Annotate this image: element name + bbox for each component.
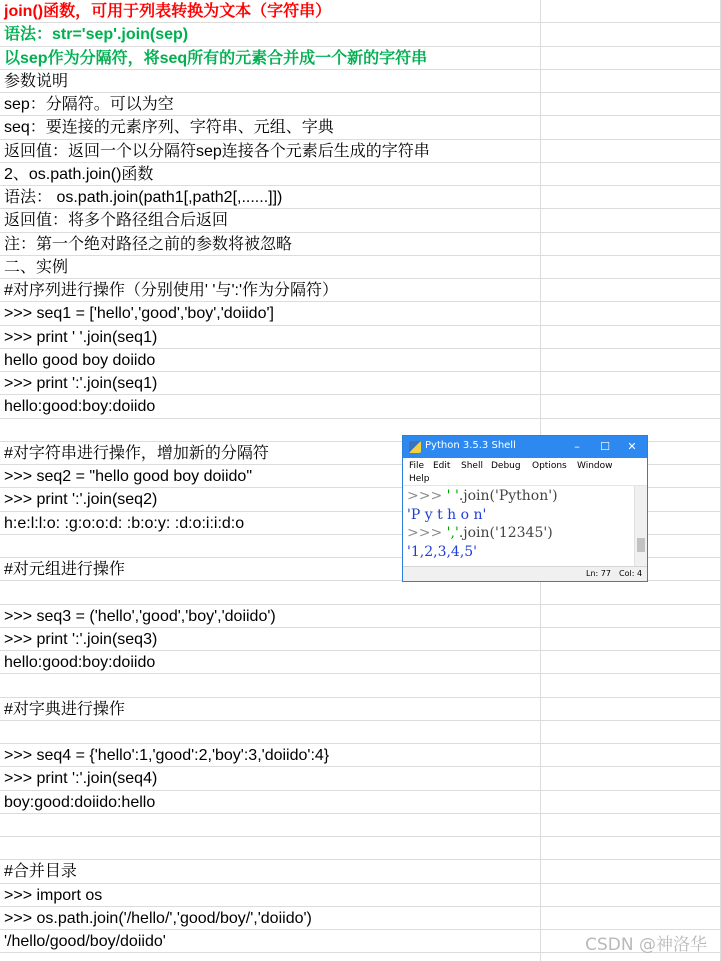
menu-help[interactable]: Help: [409, 474, 430, 484]
cell-text: seq：要连接的元素序列、字符串、元组、字典: [4, 119, 334, 137]
sheet-row[interactable]: [0, 233, 721, 256]
line-indicator: Ln: 77: [586, 569, 611, 578]
sheet-row[interactable]: [0, 395, 721, 418]
cell-text: 注：第一个绝对路径之前的参数将被忽略: [4, 235, 293, 253]
code-line: >>> ' '.join('Python'): [407, 488, 558, 504]
sheet-row[interactable]: [0, 0, 721, 23]
sheet-row[interactable]: [0, 814, 721, 837]
minimize-button[interactable]: –: [574, 440, 580, 453]
sheet-row[interactable]: [0, 837, 721, 860]
cell-text: 语法：str='sep'.join(sep): [4, 26, 189, 44]
cell-text: 以sep作为分隔符，将seq所有的元素合并成一个新的字符串: [4, 49, 428, 67]
cell-text: >>> seq4 = {'hello':1,'good':2,'boy':3,'doiido':4}: [4, 747, 330, 764]
menu-window[interactable]: Window: [577, 461, 613, 471]
cell-text: sep：分隔符。可以为空: [4, 96, 174, 113]
sheet-row[interactable]: [0, 674, 721, 697]
sheet-row[interactable]: [0, 93, 721, 116]
sheet-row[interactable]: [0, 256, 721, 279]
scroll-thumb[interactable]: [637, 538, 645, 552]
cell-text: >>> print ':'.join(seq1): [4, 375, 158, 392]
menu-debug[interactable]: Debug: [491, 461, 521, 471]
sheet-row[interactable]: [0, 140, 721, 163]
window-title: Python 3.5.3 Shell: [425, 440, 516, 451]
sheet-row[interactable]: [0, 907, 721, 930]
menu-file[interactable]: File: [409, 461, 425, 471]
column-indicator: Col: 4: [619, 569, 643, 578]
sheet-row[interactable]: [0, 372, 721, 395]
cell-text: boy:good:doiido:hello: [4, 793, 156, 811]
menu-bar: [403, 458, 647, 486]
sheet-row[interactable]: [0, 698, 721, 721]
cell-text: 语法： os.path.join(path1[,path2[,......]]): [4, 189, 283, 206]
cell-text: #合并目录: [4, 863, 77, 881]
cell-text: hello:good:boy:doiido: [4, 398, 156, 416]
python-icon: [409, 441, 421, 453]
sheet-row[interactable]: [0, 721, 721, 744]
sheet-row[interactable]: [0, 302, 721, 325]
cell-text: #对序列进行操作（分别使用' '与':'作为分隔符）: [4, 282, 339, 299]
cell-text: >>> import os: [4, 886, 103, 904]
maximize-button[interactable]: ☐: [600, 440, 610, 453]
close-button[interactable]: ✕: [627, 440, 637, 453]
cell-text: >>> os.path.join('/hello/','good/boy/','doiido'): [4, 909, 312, 927]
code-line: >>> ','.join('12345'): [407, 525, 553, 541]
sheet-row[interactable]: [0, 884, 721, 907]
sheet-row[interactable]: [0, 163, 721, 186]
shell-output[interactable]: [407, 487, 635, 567]
cell-text: hello:good:boy:doiido: [4, 654, 156, 671]
cell-text: #对字符串进行操作，增加新的分隔符: [4, 444, 269, 462]
cell-text: 2、os.path.join()函数: [4, 165, 154, 183]
cell-text: h:e:l:l:o: :g:o:o:d: :b:o:y: :d:o:i:i:d:o: [4, 514, 245, 532]
sheet-row[interactable]: [0, 581, 721, 604]
sheet-row[interactable]: [0, 116, 721, 139]
sheet-row[interactable]: [0, 279, 721, 302]
status-bar: [403, 566, 647, 581]
vertical-scrollbar[interactable]: [634, 486, 647, 567]
window-titlebar[interactable]: [403, 436, 647, 458]
menu-shell[interactable]: Shell: [461, 461, 483, 471]
cell-text: 参数说明: [4, 72, 69, 90]
sheet-row[interactable]: [0, 744, 721, 767]
sheet-row[interactable]: [0, 767, 721, 790]
cell-text: 返回值：将多个路径组合后返回: [4, 212, 229, 230]
sheet-row[interactable]: [0, 605, 721, 628]
code-output: 'P y t h o n': [407, 506, 487, 523]
sheet-row[interactable]: [0, 47, 721, 70]
cell-text: >>> seq1 = ['hello','good','boy','doiido']: [4, 305, 274, 323]
sheet-row[interactable]: [0, 349, 721, 372]
cell-text: #对字典进行操作: [4, 700, 125, 718]
sheet-row[interactable]: [0, 186, 721, 209]
sheet-row[interactable]: [0, 628, 721, 651]
cell-text: >>> print ' '.join(seq1): [4, 328, 158, 346]
sheet-row[interactable]: [0, 209, 721, 232]
watermark: CSDN @神洛华: [585, 935, 707, 955]
cell-text: >>> print ':'.join(seq3): [4, 630, 158, 648]
cell-text: >>> seq2 = "hello good boy doiido": [4, 468, 252, 485]
cell-text: join()函数，可用于列表转换为文本（字符串）: [4, 3, 332, 20]
cell-text: >>> seq3 = ('hello','good','boy','doiido'): [4, 607, 276, 625]
sheet-row[interactable]: [0, 651, 721, 674]
idle-shell-window[interactable]: [402, 435, 648, 582]
sheet-row[interactable]: [0, 860, 721, 883]
cell-text: '/hello/good/boy/doiido': [4, 933, 166, 950]
menu-edit[interactable]: Edit: [433, 461, 451, 471]
sheet-row[interactable]: [0, 23, 721, 46]
cell-text: #对元组进行操作: [4, 561, 125, 578]
sheet-row[interactable]: [0, 70, 721, 93]
code-output: '1,2,3,4,5': [407, 543, 478, 560]
sheet-row[interactable]: [0, 791, 721, 814]
cell-text: >>> print ':'.join(seq2): [4, 491, 158, 509]
cell-text: 二、实例: [4, 258, 69, 276]
cell-text: >>> print ':'.join(seq4): [4, 770, 158, 788]
cell-text: hello good boy doiido: [4, 351, 156, 369]
sheet-row[interactable]: [0, 326, 721, 349]
cell-text: 返回值：返回一个以分隔符sep连接各个元素后生成的字符串: [4, 142, 430, 160]
menu-options[interactable]: Options: [532, 461, 567, 471]
